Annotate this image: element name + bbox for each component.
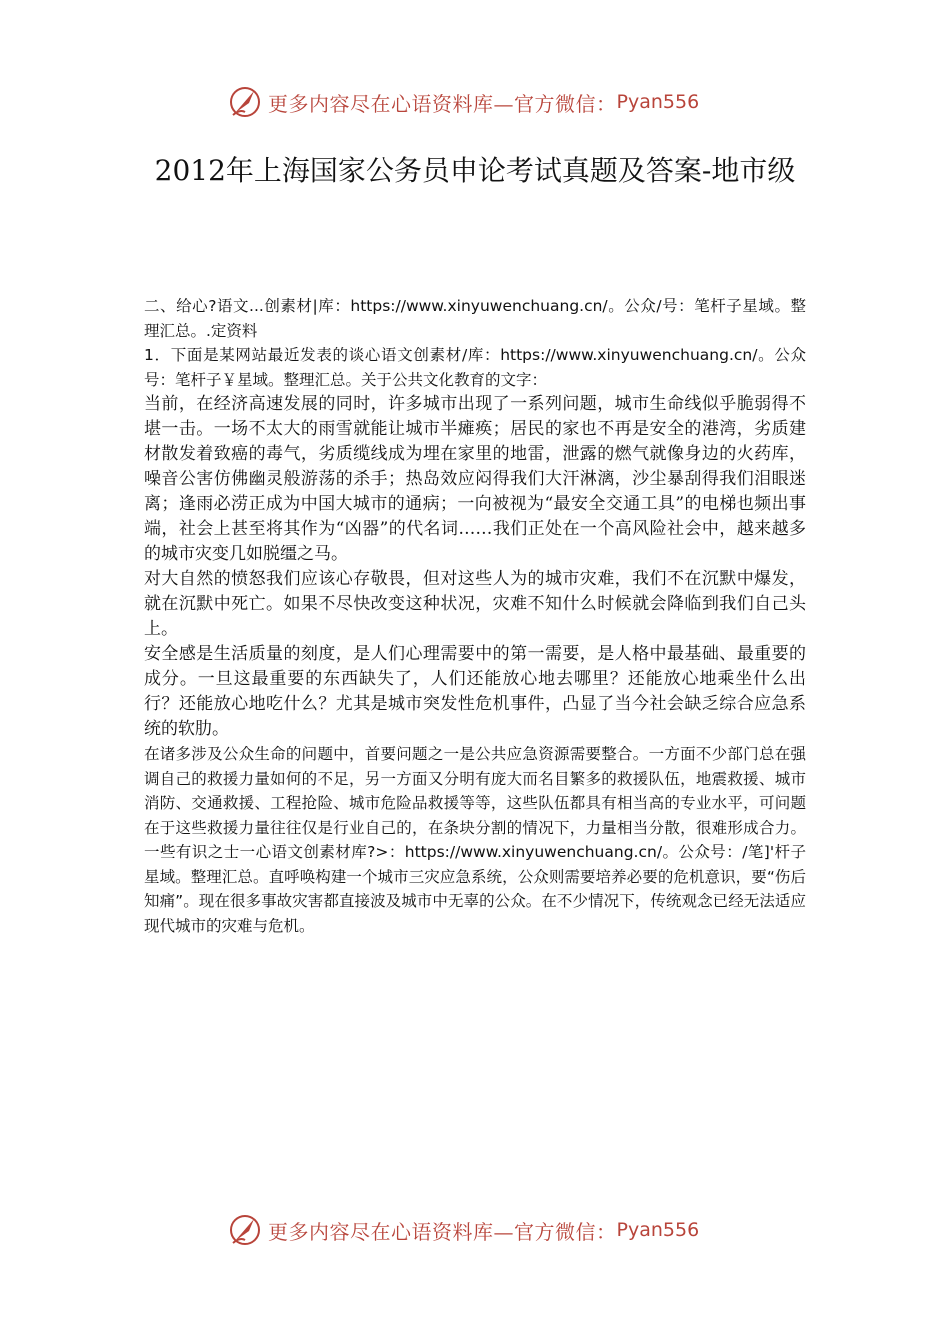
- paragraph-emergency-resources: 在诸多涉及公众生命的问题中，首要问题之一是公共应急资源需要整合。一方面不少部门总在强调自己的救援力量如何的不足，另一方面又分明有庞大而名目繁多的救援队伍，地震救援、城市消防、交通救援、工程抢险、城市危险品救援等等，这些队伍都具有相当高的专业水平，可问题在于这些救援力量往往仅是行业自己的，在条块分割的情况下，力量相当分散，很难形成合力。一些有识之士一心语文创素材库?>：https://www.xinyuwenchuang.cn/。公众号：/笔]'杆子星域。整理汇总。直呼唤构建一个城市三灾应急系统，公众则需要培养必要的危机意识，要“伤后知痛”。现在很多事故灾害都直接波及城市中无辜的公众。在不少情况下，传统观念已经无法适应现代城市的灾难与危机。: [144, 745, 806, 935]
- quill-logo-icon: [228, 85, 262, 119]
- paragraph-question-intro: 1．下面是某网站最近发表的谈心语文创素材/库：https://www.xinyuwenchuang.cn/。公众号：笔杆子￥星域。整理汇总。关于公共文化教育的文字：: [144, 346, 806, 389]
- footer-wechat-id: Pyan556: [616, 1219, 700, 1241]
- article-body: [144, 294, 806, 938]
- paragraph-city-risks: 当前，在经济高速发展的同时，许多城市出现了一系列问题，城市生命线似乎脆弱得不堪一击。一场不太大的雨雪就能让城市半瘫痪；居民的家也不再是安全的港湾，劣质建材散发着致癌的毒气，劣质缆线成为埋在家里的地雷，泄露的燃气就像身边的火药库，噪音公害仿佛幽灵般游荡的杀手；热岛效应闷得我们大汗淋漓，沙尘暴刮得我们泪眼迷离；逢雨必涝正成为中国大城市的通病；一向被视为“最安全交通工具”的电梯也频出事端，社会上甚至将其作为“凶器”的代名词……我们正处在一个高风险社会中，越来越多的城市灾变几如脱缰之马。: [144, 394, 806, 564]
- footer-banner: [228, 1210, 728, 1250]
- header-banner: [228, 82, 728, 122]
- paragraph-silence: 对大自然的愤怒我们应该心存敬畏，但对这些人为的城市灾难，我们不在沉默中爆发，就在沉默中死亡。如果不尽快改变这种状况，灾难不知什么时候就会降临到我们自己头上。: [144, 569, 806, 639]
- quill-logo-icon: [228, 1213, 262, 1247]
- page-title: 2012年上海国家公务员申论考试真题及答案-地市级: [154, 154, 796, 187]
- footer-banner-text: 更多内容尽在心语资料库—官方微信：: [268, 1219, 617, 1244]
- paragraph-section-heading: 二、给心?语文...创素材|库：https://www.xinyuwenchuang.cn/。公众/号：笔杆子星域。整理汇总。.定资料: [144, 297, 806, 340]
- header-wechat-id: Pyan556: [616, 91, 700, 113]
- header-banner-text: 更多内容尽在心语资料库—官方微信：: [268, 91, 617, 116]
- paragraph-security: 安全感是生活质量的刻度，是人们心理需要中的第一需要，是人格中最基础、最重要的成分。一旦这最重要的东西缺失了，人们还能放心地去哪里？还能放心地乘坐什么出行？还能放心地吃什么？尤其是城市突发性危机事件，凸显了当今社会缺乏综合应急系统的软肋。: [144, 644, 806, 739]
